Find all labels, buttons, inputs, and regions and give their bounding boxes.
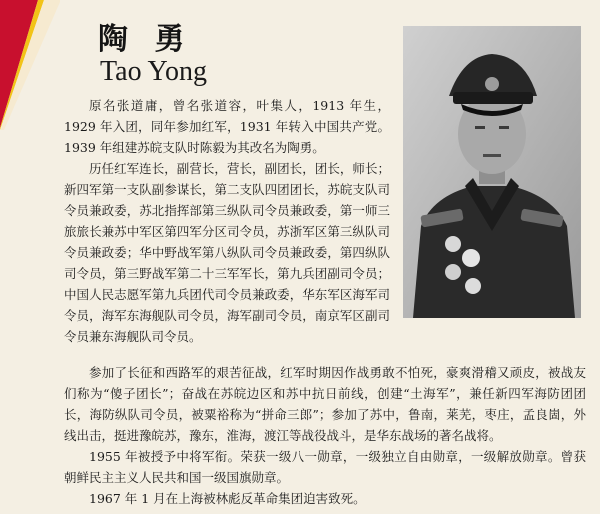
page-title-chinese: 陶 勇 <box>98 22 193 57</box>
flag-stripes-icon <box>0 0 60 130</box>
biography-upper <box>64 95 390 347</box>
biography-lower <box>64 362 586 509</box>
paragraph-campaigns: 参加了长征和西路军的艰苦征战，红军时期因作战勇敢不怕死，豪爽滑稽又顽皮，被战友们称为“傻子团长”；奋战在苏皖边区和苏中抗日前线，创建“土海军”，兼任新四军海防团团长，海防纵队司令员，被粟裕称为“拼命三郎”；参加了苏中，鲁南，莱芜，枣庄，孟良崮，外线出击，挺进豫皖苏，豫东，淮海，渡江等战役战斗，是华东战场的著名战将。 <box>64 365 586 443</box>
portrait-photo <box>403 26 581 318</box>
paragraph-origin: 原名张道庸，曾名张道容，叶集人，1913 年生，1929 年入团，同年参加红军，1931 年转入中国共产党。1939 年组建苏皖支队时陈毅为其改名为陶勇。 <box>64 98 390 155</box>
page-title-english: Tao Yong <box>100 56 207 87</box>
paragraph-death: 1967 年 1 月在上海被林彪反革命集团迫害致死。 <box>89 491 366 506</box>
paragraph-honors: 1955 年被授予中将军衔。荣获一级八一勋章，一级独立自由勋章，一级解放勋章。曾获朝鲜民主主义人民共和国一级国旗勋章。 <box>64 449 586 485</box>
paragraph-positions: 历任红军连长，副营长，营长，副团长，团长，师长；新四军第一支队副参谋长，第二支队四团团长，苏皖支队司令员兼政委，苏北指挥部第三纵队司令员兼政委，第一师三旅旅长兼苏中军区第四军分区司令员，苏浙军区第三纵队司令员兼政委；华中野战军第八纵队司令员兼政委，第四纵队司令员，第三野战军第二十三军军长，第九兵团副司令员；中国人民志愿军第九兵团代司令员兼政委，华东军区海军司令员，海军东海舰队司令员，海军副司令员，南京军区副司令员兼东海舰队司令员。 <box>64 161 390 344</box>
portrait-figure-icon <box>403 26 581 318</box>
decorative-flag-corner <box>0 0 60 130</box>
